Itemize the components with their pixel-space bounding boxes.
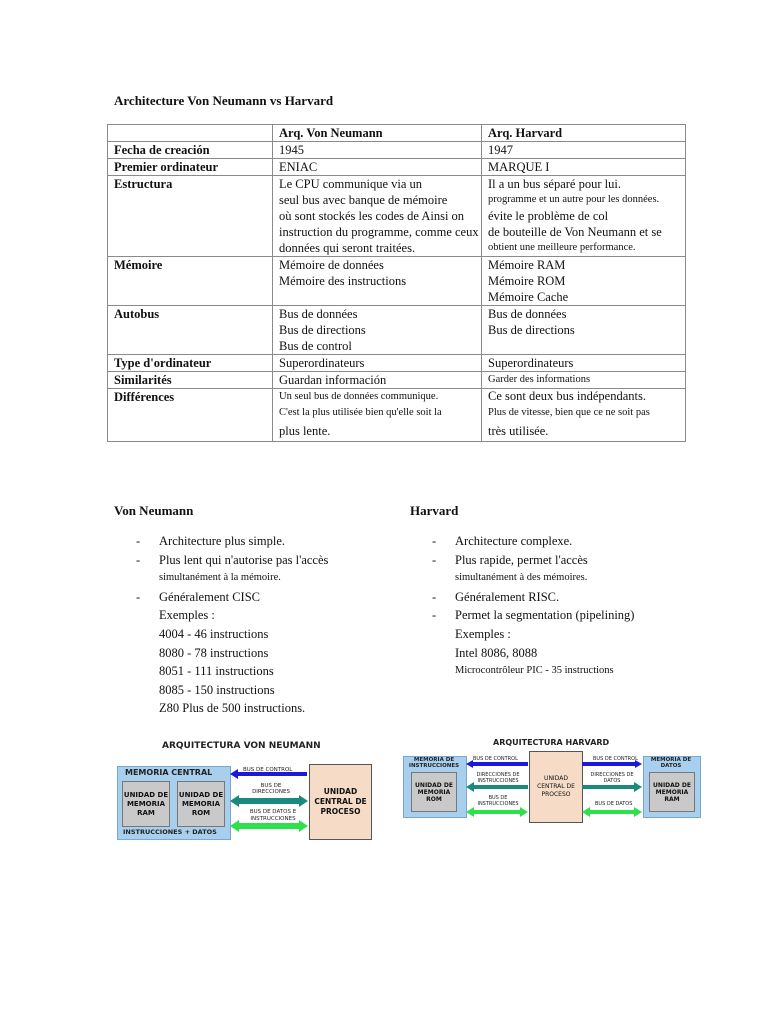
bus-arrows <box>403 737 701 823</box>
diagram-title: ARQUITECTURA HARVARD <box>493 738 610 747</box>
list-item <box>136 569 396 588</box>
cell-line: 1945 <box>279 143 304 157</box>
cell-line: Superordinateurs <box>279 356 365 370</box>
bus-instructions-arrow <box>466 807 528 817</box>
cell-line: Le CPU communique via un <box>279 177 423 191</box>
table-row <box>108 176 686 257</box>
list-item-text: Intel 8086, 8088 <box>455 645 538 660</box>
cell-line: C'est la plus utilisée bien qu'elle soit la <box>279 407 442 418</box>
bullet-dash: - <box>136 552 141 567</box>
list-item <box>432 662 732 681</box>
list-item <box>136 681 396 700</box>
cell-line: Il a un bus séparé pour lui. <box>488 177 621 191</box>
list-item <box>136 699 396 718</box>
cell-line: Bus de directions <box>279 323 366 337</box>
bullet-dash: - <box>432 552 437 567</box>
data-memory-label: MEMORIA DE DATOS <box>650 757 692 769</box>
header-cell: Arq. Von Neumann <box>273 125 482 142</box>
list-item-text: Z80 Plus de 500 instructions. <box>159 701 306 716</box>
cell-line: Mémoire des instructions <box>279 274 407 288</box>
memory-footer-label: INSTRUCCIONES + DATOS <box>123 828 217 836</box>
header-cell <box>108 125 273 142</box>
list-item-text: simultanément à la mémoire. <box>159 572 281 584</box>
bus-instructions-label: BUS DE INSTRUCCIONES <box>477 795 519 807</box>
cell-line: ENIAC <box>279 160 318 174</box>
bullet-dash: - <box>432 589 437 604</box>
row-label: Estructura <box>108 176 273 257</box>
list-item-text: 4004 - 46 instructions <box>159 626 269 641</box>
cell-line: Guardan información <box>279 373 387 387</box>
cell-line: Bus de données <box>488 307 567 321</box>
list-item <box>432 532 732 551</box>
cell-line: Mémoire RAM <box>488 258 566 272</box>
list-item-text: 8051 - 111 instructions <box>159 664 274 679</box>
rom-unit-box: UNIDAD DE MEMORIA ROM <box>177 781 225 827</box>
cell-line: instruction du programme, comme ceux <box>279 225 479 239</box>
list-item-text: Généralement CISC <box>159 589 261 604</box>
list-item-text: 8085 - 150 instructions <box>159 682 275 697</box>
cell-line: Mémoire de données <box>279 258 384 272</box>
row-label: Différences <box>108 389 273 442</box>
cell-line: où sont stockés les codes de Ainsi on <box>279 209 465 223</box>
central-memory-label: MEMORIA CENTRAL <box>125 768 213 777</box>
list-item-text: Exemples : <box>455 626 511 641</box>
list-item <box>432 569 732 588</box>
list-item <box>136 588 396 607</box>
rom-unit-box: UNIDAD DE MEMORIA ROM <box>411 772 457 812</box>
cell-line: de bouteille de Von Neumann et se <box>488 225 662 239</box>
list-item-text: Plus rapide, permet l'accès <box>455 552 588 567</box>
cell-line: plus lente. <box>279 424 331 438</box>
harvard-heading: Harvard <box>410 503 459 518</box>
cell-line: Garder des informations <box>488 374 591 385</box>
ram-unit-box: UNIDAD DE MEMORIA RAM <box>649 772 695 812</box>
table-header-row <box>108 125 686 142</box>
table-row <box>108 306 686 355</box>
von-neumann-heading: Von Neumann <box>114 503 194 518</box>
cpu-box: UNIDAD CENTRAL DE PROCESO <box>529 751 583 823</box>
bullet-dash: - <box>432 534 437 548</box>
cpu-box: UNIDAD CENTRAL DE PROCESO <box>309 764 372 840</box>
table-row <box>108 355 686 372</box>
list-item-text: Généralement RISC. <box>455 589 560 604</box>
bus-address-arrow <box>230 795 308 807</box>
cell-line: seul bus avec banque de mémoire <box>279 193 448 207</box>
cell-line: programme et un autre pour les données. <box>488 194 660 205</box>
row-label: Fecha de creación <box>108 142 273 159</box>
table-row <box>108 372 686 389</box>
list-item <box>432 644 732 663</box>
table-row <box>108 159 686 176</box>
header-cell: Arq. Harvard <box>482 125 686 142</box>
cell-line: Bus de données <box>279 307 358 321</box>
bus-control-label: BUS DE CONTROL <box>243 767 293 773</box>
row-label: Type d'ordinateur <box>108 355 273 372</box>
cell-line: MARQUE I <box>488 160 550 174</box>
list-item-text: Architecture complexe. <box>455 534 573 548</box>
list-item <box>136 644 396 663</box>
list-item <box>136 532 396 551</box>
bus-arrows <box>117 737 372 843</box>
list-item <box>136 625 396 644</box>
cell-line: 1947 <box>488 143 513 157</box>
bus-control-right-label: BUS DE CONTROL <box>593 756 638 762</box>
cell-line: Ce sont deux bus indépendants. <box>488 389 646 403</box>
cell-line: Bus de control <box>279 339 352 353</box>
bus-control-left-label: BUS DE CONTROL <box>473 756 518 762</box>
list-item-text: Exemples : <box>159 608 215 623</box>
cell-line: évite le problème de col <box>488 209 609 223</box>
harvard-list <box>432 532 732 681</box>
table-row <box>108 257 686 306</box>
cell-line: Mémoire Cache <box>488 290 569 304</box>
cell-line: Un seul bus de données communique. <box>279 391 439 402</box>
table-row <box>108 142 686 159</box>
list-item-text: Permet la segmentation (pipelining) <box>455 608 635 623</box>
bullet-dash: - <box>136 589 141 604</box>
row-label: Mémoire <box>108 257 273 306</box>
harvard-diagram <box>403 737 701 823</box>
cell-line: Plus de vitesse, bien que ce ne soit pas <box>488 407 650 418</box>
list-item-text: Plus lent qui n'autorise pas l'accès <box>159 552 329 567</box>
von-neumann-diagram <box>117 737 372 843</box>
cell-line: Mémoire ROM <box>488 274 566 288</box>
list-item <box>432 606 732 625</box>
bus-address-label: BUS DE DIRECCIONES <box>252 783 290 795</box>
bullet-dash: - <box>136 534 141 548</box>
list-item <box>432 625 732 644</box>
list-item-text: Microcontrôleur PIC - 35 instructions <box>455 665 614 677</box>
list-item-text: Architecture plus simple. <box>159 534 286 548</box>
ram-unit-box: UNIDAD DE MEMORIA RAM <box>122 781 170 827</box>
cell-line: Superordinateurs <box>488 356 574 370</box>
list-item <box>432 551 732 570</box>
diagram-title: ARQUITECTURA VON NEUMANN <box>162 741 321 751</box>
bus-address-left-label: DIRECCIONES DE INSTRUCCIONES <box>476 772 520 784</box>
list-item <box>432 588 732 607</box>
list-item-text: 8080 - 78 instructions <box>159 645 269 660</box>
bus-address-right-label: DIRECCIONES DE DATOS <box>590 772 634 784</box>
comparison-table <box>107 124 686 442</box>
cell-line: obtient une meilleure performance. <box>488 242 636 253</box>
row-label: Autobus <box>108 306 273 355</box>
cell-line: très utilisée. <box>488 424 549 438</box>
list-item-text: simultanément à des mémoires. <box>455 572 588 584</box>
list-item <box>136 606 396 625</box>
bus-data-right-label: BUS DE DATOS <box>595 801 633 807</box>
list-item <box>136 551 396 570</box>
cell-line: Bus de directions <box>488 323 575 337</box>
cell-line: données qui seront traitées. <box>279 241 416 255</box>
von-neumann-list <box>136 532 396 718</box>
page-title: Architecture Von Neumann vs Harvard <box>114 93 334 108</box>
row-label: Similarités <box>108 372 273 389</box>
bus-data-right-arrow <box>582 807 642 817</box>
list-item <box>136 662 396 681</box>
row-label: Premier ordinateur <box>108 159 273 176</box>
bullet-dash: - <box>432 608 437 623</box>
bus-data-label: BUS DE DATOS E INSTRUCCIONES <box>249 809 297 822</box>
instruction-memory-label: MEMORIA DE INSTRUCCIONES <box>408 757 460 769</box>
table-row <box>108 389 686 442</box>
